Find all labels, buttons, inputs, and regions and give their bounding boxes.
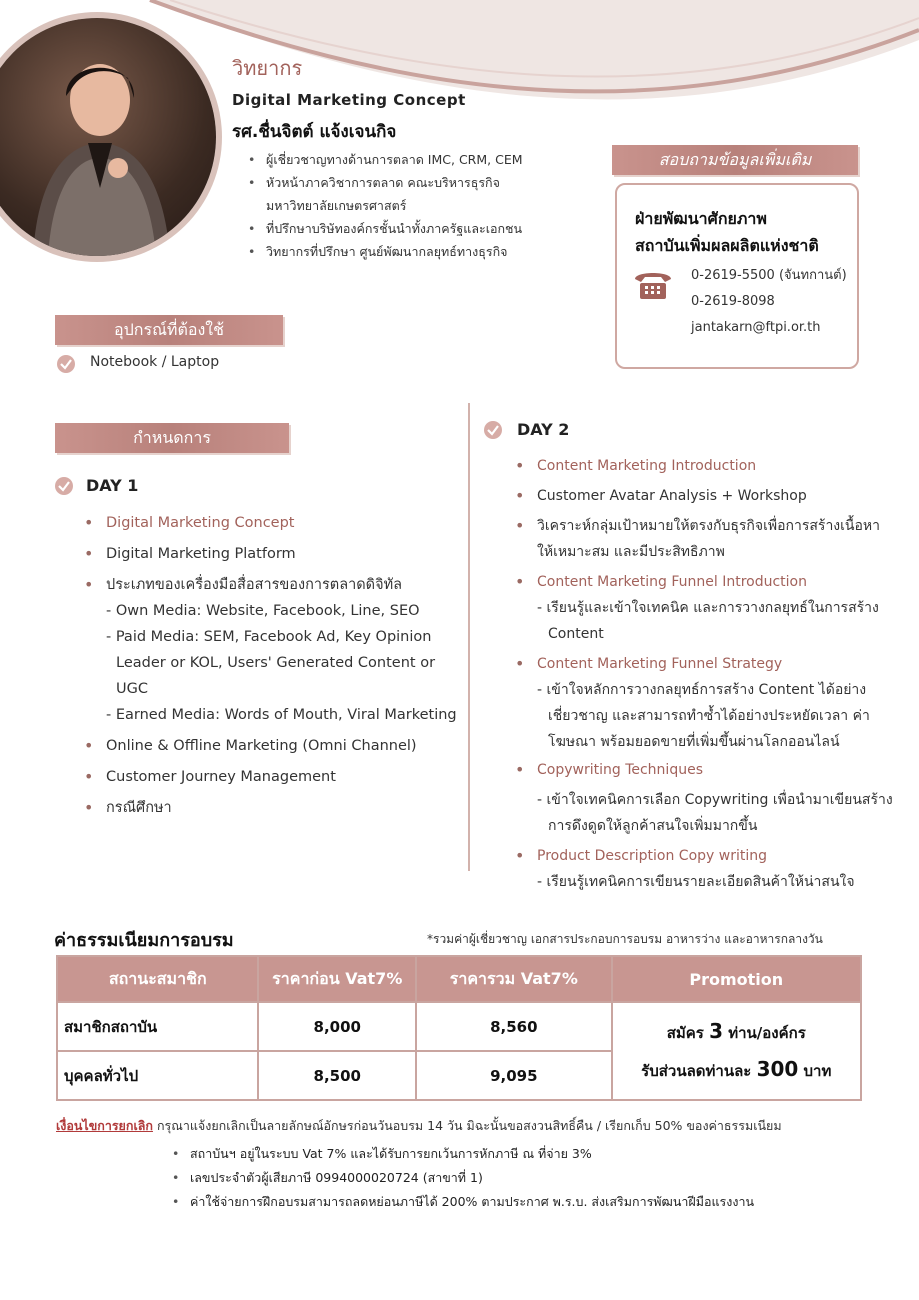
day1-subitem: - Own Media: Website, Facebook, Line, SEO — [106, 603, 420, 619]
fee-heading: ค่าธรรมเนียมการอบรม — [54, 930, 234, 951]
day2-item: • Content Marketing Funnel Strategy — [513, 651, 908, 677]
cancellation-policy — [56, 1116, 876, 1136]
tax-notes — [168, 1142, 868, 1214]
day1-item: • ประเภทของเครื่องมือสื่อสารของการตลาดดิจิทัล — [82, 572, 467, 598]
fee-table-header — [57, 956, 861, 1002]
speaker-name: รศ.ชื่นจิตต์ แจ้งเจนกิจ — [232, 122, 397, 142]
day1-subitem: Leader or KOL, Users' Generated Content or UGC — [116, 655, 436, 697]
note-item: • เลขประจำตัวผู้เสียภาษี 0994000020724 (สาขาที่ 1) — [168, 1166, 868, 1190]
table-row — [57, 1002, 861, 1051]
course-title: Digital Marketing Concept — [232, 91, 466, 109]
checkmark-icon — [57, 355, 75, 373]
agenda-heading: กำหนดการ — [55, 423, 289, 453]
day1-item: • Customer Journey Management — [82, 764, 467, 790]
day2-item: • Customer Avatar Analysis + Workshop — [513, 483, 908, 509]
checkmark-icon — [55, 477, 73, 495]
day2-subitem: - เรียนรู้และเข้าใจเทคนิค และการวางกลยุทธ์ในการสร้าง — [537, 600, 879, 616]
speaker-bio — [244, 148, 564, 263]
contact-email[interactable]: jantakarn@ftpi.or.th — [691, 320, 821, 335]
fee-status: สมาชิกสถาบัน — [57, 1002, 258, 1051]
day2-subitem: โฆษณา พร้อมยอดขายที่เพิ่มขึ้นผ่านโลกออนไลน์ — [548, 734, 840, 750]
telephone-icon — [633, 269, 673, 301]
day2-subitem: - เรียนรู้เทคนิคการเขียนรายละเอียดสินค้าให้น่าสนใจ — [537, 874, 855, 890]
day2-subitem: เชี่ยวชาญ และสามารถทำซ้ำได้อย่างประหยัดเวลา ค่า — [548, 708, 870, 724]
note-item: • ค่าใช้จ่ายการฝึกอบรมสามารถลดหย่อนภาษีได้ 200% ตามประกาศ พ.ร.บ. ส่งเสริมการพัฒนาฝีมือแรงงาน — [168, 1190, 868, 1214]
fee-price-incl-vat: 9,095 — [416, 1051, 611, 1100]
fee-col-promotion: Promotion — [612, 956, 861, 1002]
column-divider — [468, 403, 470, 871]
fee-note: *รวมค่าผู้เชี่ยวชาญ เอกสารประกอบการอบรม อาหารว่าง และอาหารกลางวัน — [427, 932, 823, 946]
day2-item: • Copywriting Techniques — [513, 757, 908, 783]
day1-subitem: - Paid Media: SEM, Facebook Ad, Key Opinion — [106, 629, 432, 645]
contact-org-line2: สถาบันเพิ่มผลผลิตแห่งชาติ — [635, 236, 819, 255]
contact-heading: สอบถามข้อมูลเพิ่มเติม — [612, 145, 858, 175]
day2-item: • Product Description Copy writing — [513, 843, 908, 869]
day2-subitem: - เข้าใจเทคนิคการเลือก Copywriting เพื่อนำมาเขียนสร้าง — [537, 792, 893, 808]
fee-price-before-vat: 8,000 — [258, 1002, 416, 1051]
cancellation-label: เงื่อนไขการยกเลิก — [56, 1118, 153, 1133]
day1-item: • Digital Marketing Platform — [82, 541, 467, 567]
day2-subitem: - เข้าใจหลักการวางกลยุทธ์การสร้าง Content ได้อย่าง — [537, 682, 867, 698]
day2-label: DAY 2 — [517, 420, 570, 439]
speaker-role: วิทยากร — [232, 56, 303, 80]
contact-org-line1: ฝ่ายพัฒนาศักยภาพ — [635, 209, 767, 228]
contact-phone-2: 0-2619-8098 — [691, 294, 775, 309]
day1-item: • Online & Offline Marketing (Omni Channel) — [82, 733, 467, 759]
day1-list — [82, 510, 467, 821]
day2-subitem: Content — [548, 626, 604, 642]
day2-item: • วิเคราะห์กลุ่มเป้าหมายให้ตรงกับธุรกิจเพื่อการสร้างเนื้อหา — [513, 513, 908, 539]
equipment-heading: อุปกรณ์ที่ต้องใช้ — [55, 315, 283, 345]
day2-item: • Content Marketing Funnel Introduction — [513, 569, 908, 595]
note-item: • สถาบันฯ อยู่ในระบบ Vat 7% และได้รับการยกเว้นการหักภาษี ณ ที่จ่าย 3% — [168, 1142, 868, 1166]
fee-price-before-vat: 8,500 — [258, 1051, 416, 1100]
fee-table — [56, 955, 862, 1101]
day1-label: DAY 1 — [86, 476, 139, 495]
fee-col-status: สถานะสมาชิก — [57, 956, 258, 1002]
fee-col-price-incl-vat: ราคารวม Vat7% — [416, 956, 611, 1002]
contact-box — [615, 183, 859, 369]
day1-subitem: - Earned Media: Words of Mouth, Viral Marketing — [106, 707, 457, 723]
checkmark-icon — [484, 421, 502, 439]
fee-promotion: สมัคร 3 ท่าน/องค์กร รับส่วนลดท่านละ 300 บาท — [612, 1002, 861, 1100]
day1-item: • Digital Marketing Concept — [82, 510, 467, 536]
fee-price-incl-vat: 8,560 — [416, 1002, 611, 1051]
day2-item: • Content Marketing Introduction — [513, 453, 908, 479]
bio-item: • หัวหน้าภาควิชาการตลาด คณะบริหารธุรกิจ มหาวิทยาลัยเกษตรศาสตร์ — [244, 171, 564, 217]
bio-item: • ผู้เชี่ยวชาญทางด้านการตลาด IMC, CRM, CEM — [244, 148, 564, 171]
cancellation-text: กรุณาแจ้งยกเลิกเป็นลายลักษณ์อักษรก่อนวันอบรม 14 วัน มิฉะนั้นขอสงวนสิทธิ์คืน / เรียกเก็บ 50% ของค่าธรรมเนียม — [152, 1118, 782, 1133]
equipment-item: Notebook / Laptop — [90, 354, 220, 370]
bio-item: • ที่ปรึกษาบริษัทองค์กรชั้นนำทั้งภาครัฐและเอกชน — [244, 217, 564, 240]
day2-list — [513, 453, 908, 895]
day2-item-cont: ให้เหมาะสม และมีประสิทธิภาพ — [537, 544, 725, 560]
bio-item: • วิทยากรที่ปรึกษา ศูนย์พัฒนากลยุทธ์ทางธุรกิจ — [244, 240, 564, 263]
fee-status: บุคคลทั่วไป — [57, 1051, 258, 1100]
day2-subitem: การดึงดูดให้ลูกค้าสนใจเพิ่มมากขึ้น — [548, 818, 758, 834]
fee-col-price-before-vat: ราคาก่อน Vat7% — [258, 956, 416, 1002]
day1-item: • กรณีศึกษา — [82, 795, 467, 821]
contact-phone-1: 0-2619-5500 (จันทกานต์) — [691, 268, 847, 283]
